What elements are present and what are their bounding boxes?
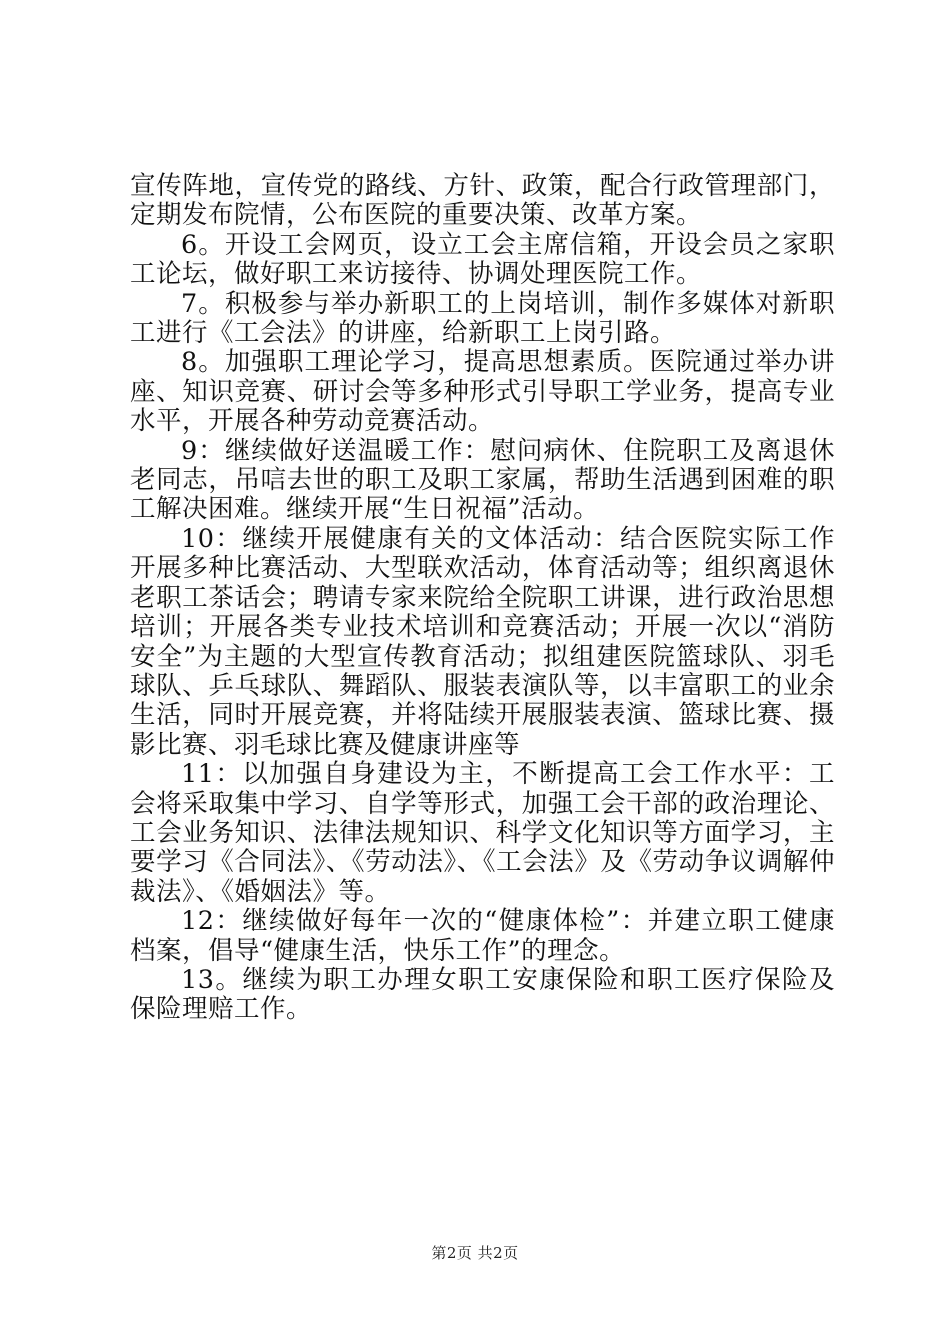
page-number-footer: 第2页 共2页 [431, 1244, 519, 1262]
paragraph-item-6: 6。开设工会网页，设立工会主席信箱，开设会员之家职工论坛，做好职工来访接待、协调处理医院工作。 [130, 229, 835, 290]
paragraph-item-10: 10：继续开展健康有关的文体活动：结合医院实际工作开展多种比赛活动、大型联欢活动，体育活动等；组织离退休老职工茶话会；聘请专家来院给全院职工讲课，进行政治思想培训；开展各类专业技术培训和竞赛活动；开展一次以“消防安全”为主题的大型宣传教育活动；拟组建医院篮球队、羽毛球队、乒乓球队、舞蹈队、服装表演队等，以丰富职工的业余生活，同时开展竞赛，并将陆续开展服装表演、篮球比赛、摄影比赛、羽毛球比赛及健康讲座等 [130, 523, 835, 760]
paragraph-item-11: 11：以加强自身建设为主，不断提高工会工作水平：工会将采取集中学习、自学等形式，加强工会干部的政治理论、工会业务知识、法律法规知识、科学文化知识等方面学习，主要学习《合同法》、《劳动法》、《工会法》及《劳动争议调解仲裁法》、《婚姻法》等。 [130, 759, 835, 907]
paragraph-item-9: 9：继续做好送温暖工作：慰问病休、住院职工及离退休老同志，吊唁去世的职工及职工家属，帮助生活遇到困难的职工解决困难。继续开展“生日祝福”活动。 [130, 435, 835, 525]
paragraph-continuation: 宣传阵地，宣传党的路线、方针、政策，配合行政管理部门，定期发布院情，公布医院的重要决策、改革方案。 [130, 171, 835, 231]
document-body [130, 172, 835, 1025]
paragraph-item-7: 7。积极参与举办新职工的上岗培训，制作多媒体对新职工进行《工会法》的讲座，给新职工上岗引路。 [130, 288, 835, 349]
paragraph-item-13: 13。继续为职工办理女职工安康保险和职工医疗保险及保险理赔工作。 [130, 964, 835, 1025]
paragraph-item-12: 12：继续做好每年一次的“健康体检”：并建立职工健康档案，倡导“健康生活，快乐工作”的理念。 [130, 906, 835, 966]
paragraph-item-8: 8。加强职工理论学习，提高思想素质。医院通过举办讲座、知识竞赛、研讨会等多种形式引导职工学业务，提高专业水平，开展各种劳动竞赛活动。 [130, 347, 835, 437]
